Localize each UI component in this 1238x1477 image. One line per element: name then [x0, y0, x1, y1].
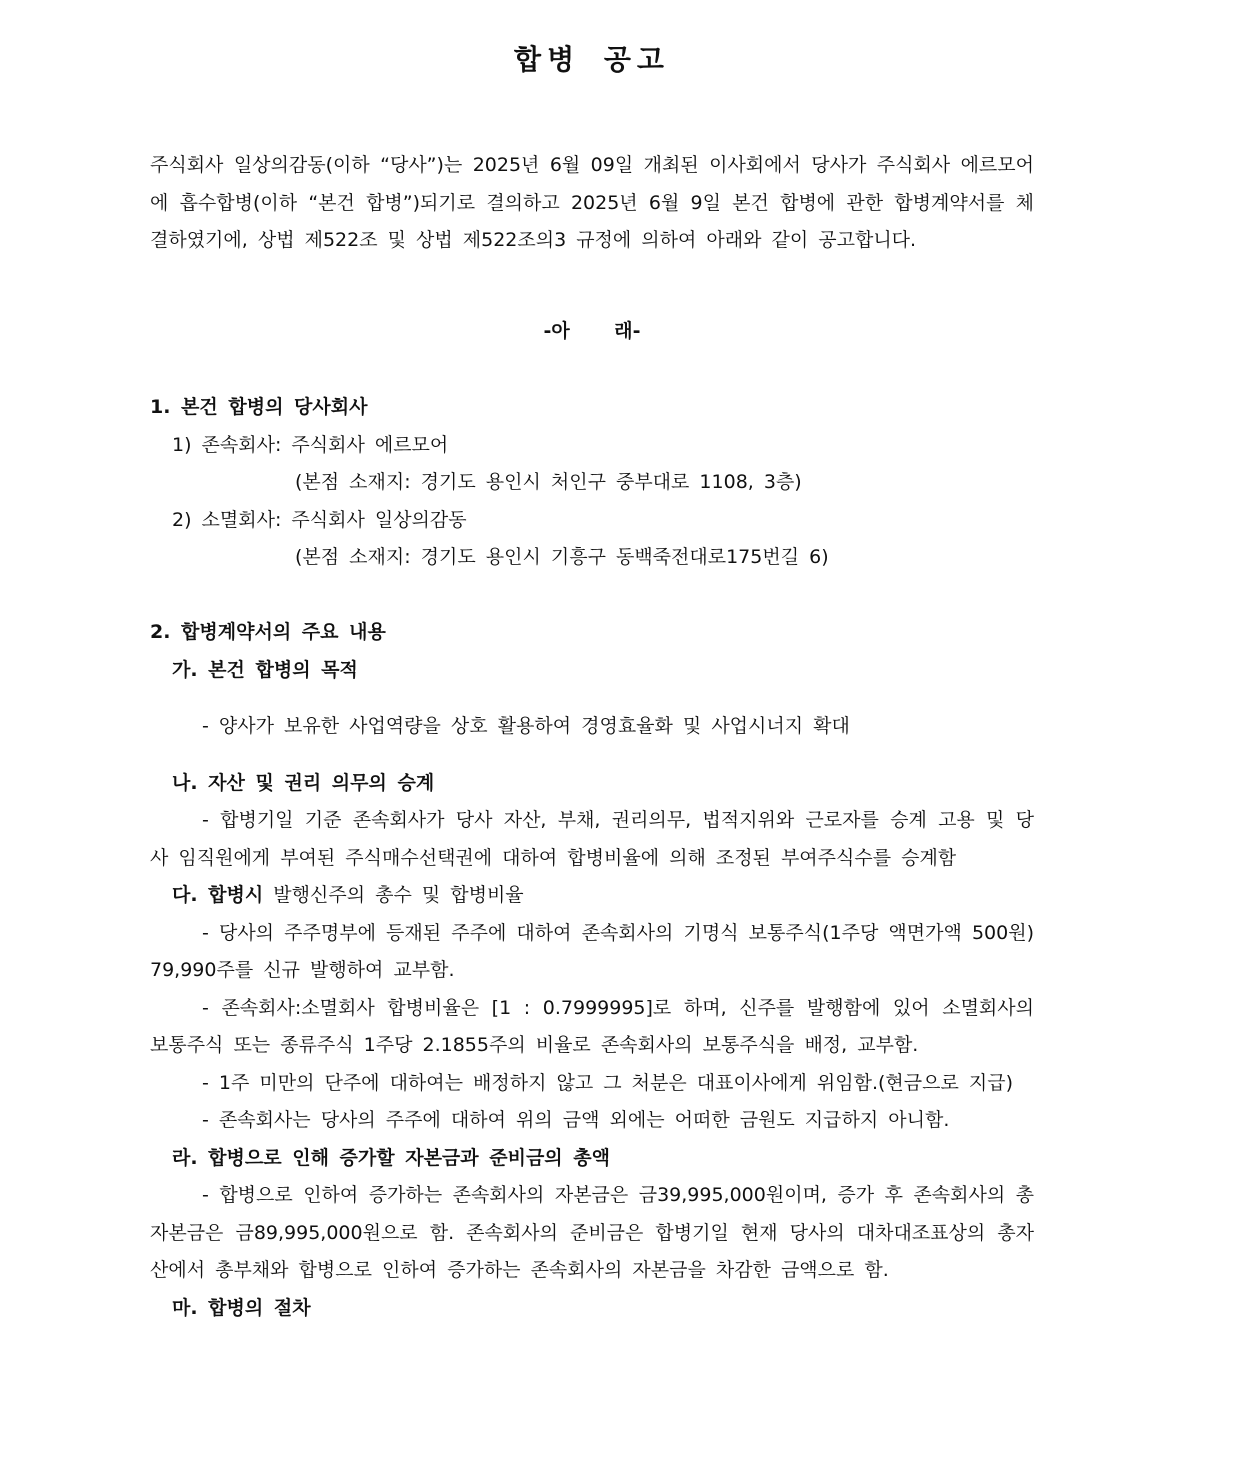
subsection-ga-text: - 양사가 보유한 사업역량을 상호 활용하여 경영효율화 및 사업시너지 확대 — [202, 715, 850, 737]
subsection-ra-text: - 합병으로 인하여 증가하는 존속회사의 자본금은 금39,995,000원이며, 증가 후 존속회사의 총 자본금은 금89,995,000원으로 함. 존속회사의 준비금은 합병기일 현재 당사의 대차대조표상의 총자산에서 총부채와 합병으로 인하여 증가하는 존속회사의 자본금을 차감한 금액으로 함. — [150, 1184, 1034, 1281]
surviving-company-location: (본점 소재지: 경기도 용인시 처인구 중부대로 1108, 3층) — [295, 471, 802, 493]
subsection-da-heading-rest: 발행신주의 총수 및 합병비율 — [263, 884, 524, 906]
subsection-na-text: - 합병기일 기준 존속회사가 당사 자산, 부채, 권리의무, 법적지위와 근로자를 승계 고용 및 당사 임직원에게 부여된 주식매수선택권에 대하여 합병비율에 의해 조정된 부여주식수를 승계함 — [150, 809, 1034, 869]
subsection-ra-heading: 라. 합병으로 인해 증가할 자본금과 준비금의 총액 — [172, 1146, 610, 1169]
subsection-na-heading: 나. 자산 및 권리 의무의 승계 — [172, 771, 435, 794]
subsection-da-text-2: - 존속회사:소멸회사 합병비율은 [1 : 0.7999995]로 하며, 신주를 발행함에 있어 소멸회사의 보통주식 또는 종류주식 1주당 2.1855주의 비율로 존속회사의 보통주식을 배정, 교부함. — [150, 996, 1034, 1056]
announcement-body — [150, 389, 1034, 1327]
subsection-da-text-1: - 당사의 주주명부에 등재된 주주에 대하여 존속회사의 기명식 보통주식(1주당 액면가액 500원) 79,990주를 신규 발행하여 교부함. — [150, 921, 1034, 981]
intro-paragraph: 주식회사 일상의감동(이하 “당사”)는 2025년 6월 09일 개최된 이사회에서 당사가 주식회사 에르모어에 흡수합병(이하 “본건 합병”)되기로 결의하고 2025년 6월 9일 본건 합병에 관한 합병계약서를 체결하였기에, 상법 제522조 및 상법 제522조의3 규정에 의하여 아래와 같이 공고합니다. — [150, 154, 1034, 251]
section-2-heading: 2. 합병계약서의 주요 내용 — [150, 621, 386, 643]
subsection-ma-heading: 마. 합병의 절차 — [172, 1296, 311, 1319]
subsection-da-text-4: - 존속회사는 당사의 주주에 대하여 위의 금액 외에는 어떠한 금원도 지급하지 아니함. — [202, 1109, 950, 1131]
dissolved-company-location: (본점 소재지: 경기도 용인시 기흥구 동백죽전대로175번길 6) — [295, 546, 829, 568]
dissolved-company: 2) 소멸회사: 주식회사 일상의감동 — [172, 508, 467, 531]
subsection-ga-heading: 가. 본건 합병의 목적 — [172, 658, 358, 681]
surviving-company: 1) 존속회사: 주식회사 에르모어 — [172, 433, 449, 456]
subsection-da-heading-bold: 다. 합병시 — [172, 884, 264, 906]
page-title: 합병 공고 — [514, 43, 670, 76]
subsection-da-text-3: - 1주 미만의 단주에 대하여는 배정하지 않고 그 처분은 대표이사에게 위임함.(현금으로 지급) — [202, 1071, 1013, 1094]
spacer — [150, 577, 1034, 615]
section-divider-label: -아 래- — [543, 320, 641, 342]
subsection-da-heading — [150, 877, 1034, 915]
section-1-heading: 1. 본건 합병의 당사회사 — [150, 396, 368, 418]
